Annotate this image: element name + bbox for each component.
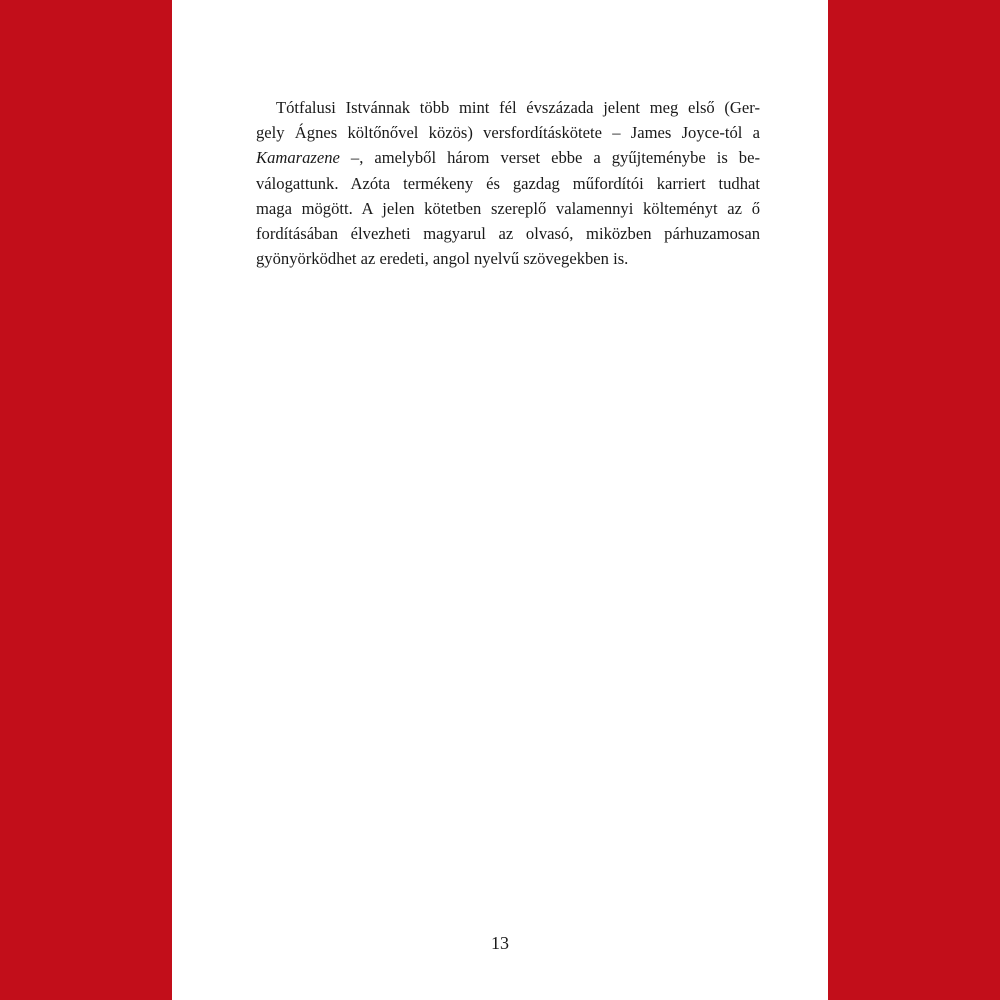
right-red-margin [828,0,1000,1000]
paragraph-line: gyönyörködhet az eredeti, angol nyelvű szövegekben is. [256,249,629,269]
left-red-margin [0,0,172,1000]
body-paragraph [256,95,760,271]
page-number: 13 [491,933,509,953]
book-title-italic: Kamarazene [256,148,340,168]
paragraph-line: Tótfalusi Istvánnak több mint fél évszázada jelent meg első (Ger- [276,98,760,117]
paragraph-line: fordításában élvezheti magyarul az olvasó, miközben párhuzamosan [256,224,760,244]
book-page [172,0,828,1000]
paragraph-line: gely Ágnes költőnővel közös) versfordításkötete – James Joyce-tól a [256,123,760,143]
paragraph-line-rest: –, amelyből három verset ebbe a gyűjteménybe is be- [350,148,760,168]
paragraph-line: válogattunk. Azóta termékeny és gazdag műfordítói karriert tudhat [256,173,760,193]
paragraph-line [256,145,760,170]
paragraph-line: maga mögött. A jelen kötetben szereplő valamennyi költeményt az ő [256,198,760,218]
